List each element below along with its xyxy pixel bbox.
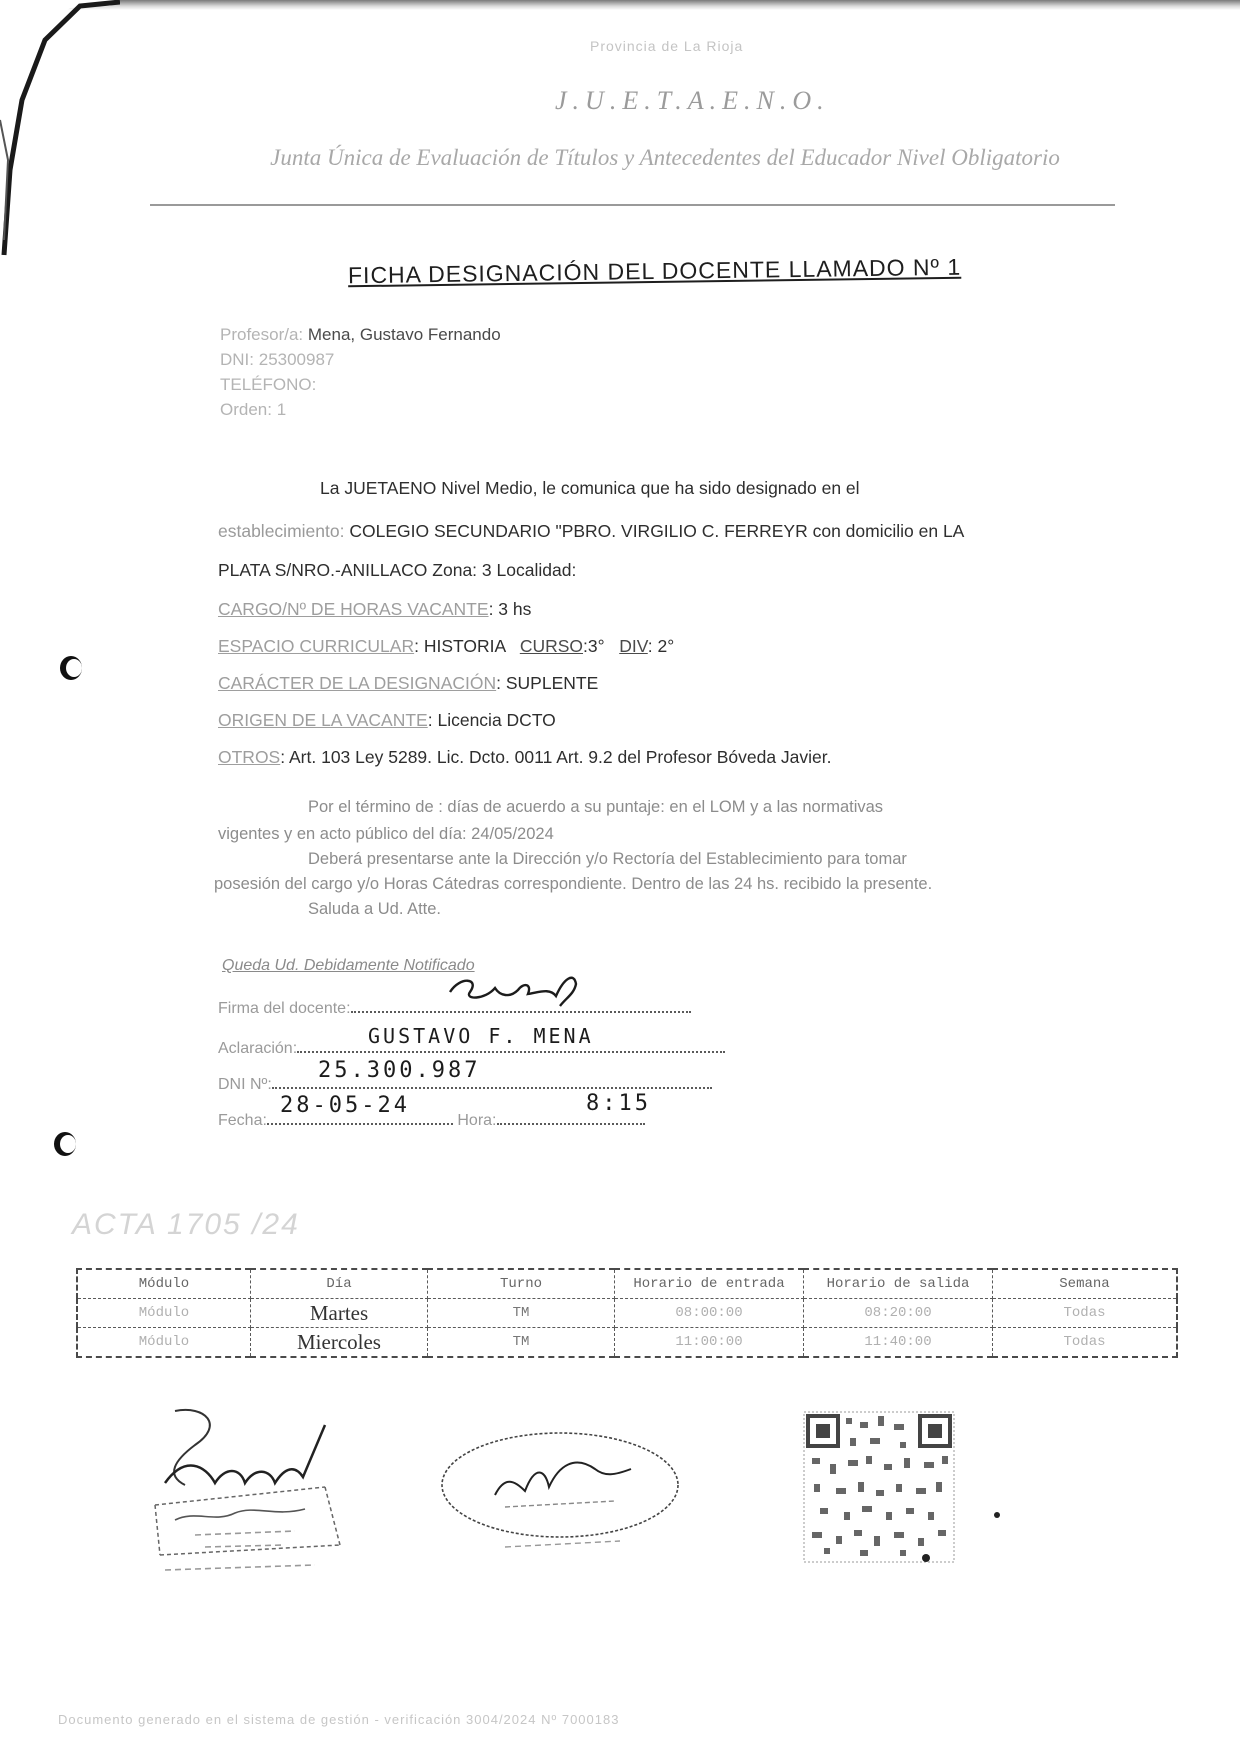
establecimiento-value-cont: LA bbox=[942, 521, 965, 541]
terms-line-3: Deberá presentarse ante la Dirección y/o Rectoría del Establecimiento para tomar bbox=[308, 850, 907, 868]
origen-row: ORIGEN DE LA VACANTE: Licencia DCTO bbox=[218, 710, 556, 730]
establecimiento-row bbox=[218, 521, 964, 542]
header-divider bbox=[150, 204, 1115, 206]
espacio-label: ESPACIO CURRICULAR bbox=[218, 636, 415, 656]
docente-dni-value: 25300987 bbox=[258, 350, 335, 369]
docente-name-value: Mena, Gustavo Fernando bbox=[307, 325, 501, 344]
otros-label: OTROS bbox=[218, 747, 281, 767]
cargo-label: CARGO/Nº DE HORAS VACANTE bbox=[218, 599, 489, 619]
zona-label: Zona: bbox=[432, 560, 478, 580]
docente-orden-label: Orden: bbox=[220, 400, 272, 419]
docente-tel-label: TELÉFONO: bbox=[220, 375, 317, 394]
curso-value: 3° bbox=[587, 636, 605, 656]
hora-label: Hora: bbox=[457, 1112, 497, 1129]
acta-number: ACTA 1705 /24 bbox=[72, 1208, 300, 1241]
docente-orden-row bbox=[220, 400, 286, 420]
terms-line-1: Por el término de : días de acuerdo a su puntaje: en el LOM y a las normativas bbox=[308, 798, 884, 816]
establecimiento-value: COLEGIO SECUNDARIO "PBRO. VIRGILIO C. FERREYR con domicilio en bbox=[349, 521, 939, 541]
origen-label: ORIGEN DE LA VACANTE bbox=[218, 710, 428, 730]
caracter-value: SUPLENTE bbox=[505, 673, 599, 693]
scan-dot bbox=[994, 1512, 1000, 1518]
espacio-value: HISTORIA bbox=[423, 636, 506, 656]
cell-modulo: Módulo bbox=[77, 1328, 251, 1358]
header-top-text: Provincia de La Rioja bbox=[590, 38, 744, 54]
otros-row: OTROS: Art. 103 Ley 5289. Lic. Dcto. 0011 Art. 9.2 del Profesor Bóveda Javier. bbox=[218, 747, 832, 767]
intro-line: La JUETAENO Nivel Medio, le comunica que ha sido designado en el bbox=[320, 478, 860, 498]
terms-line-4: posesión del cargo y/o Horas Cátedras correspondiente. Dentro de las 24 hs. recibido la presente. bbox=[214, 875, 933, 893]
table-row bbox=[77, 1299, 1177, 1328]
cell-semana: Todas bbox=[993, 1328, 1178, 1358]
aclaracion-label: Aclaración: bbox=[218, 1040, 298, 1057]
org-acronym: J.U.E.T.A.E.N.O. bbox=[555, 86, 830, 115]
cell-horario-salida: 11:40:00 bbox=[804, 1328, 993, 1358]
cell-horario-entrada: 11:00:00 bbox=[615, 1328, 804, 1358]
footer-verification: Documento generado en el sistema de gestión - verificación 3004/2024 Nº 7000183 bbox=[58, 1712, 620, 1727]
punch-hole-upper bbox=[60, 656, 82, 680]
dni-value: 25.300.987 bbox=[318, 1058, 481, 1083]
hora-value: 8:15 bbox=[586, 1091, 651, 1116]
document-title: FICHA DESIGNACIÓN DEL DOCENTE LLAMADO Nº 1 bbox=[347, 253, 962, 289]
cell-turno: TM bbox=[428, 1328, 615, 1358]
domicilio-row bbox=[218, 560, 576, 581]
fecha-label: Fecha: bbox=[218, 1112, 267, 1129]
cell-horario-entrada: 08:00:00 bbox=[615, 1299, 804, 1328]
scan-edge-top bbox=[0, 0, 1240, 10]
docente-dni-row bbox=[220, 350, 334, 370]
schedule-table bbox=[76, 1268, 1178, 1358]
curso-label: CURSO bbox=[519, 636, 584, 656]
cell-horario-salida: 08:20:00 bbox=[804, 1299, 993, 1328]
docente-dni-label: DNI: bbox=[220, 350, 254, 369]
domicilio-value: PLATA S/NRO.-ANILLACO bbox=[218, 560, 428, 580]
cell-semana: Todas bbox=[993, 1299, 1178, 1328]
caracter-label: CARÁCTER DE LA DESIGNACIÓN bbox=[218, 673, 497, 693]
zona-value: 3 bbox=[481, 560, 492, 580]
col-turno: Turno bbox=[428, 1269, 615, 1299]
col-semana: Semana bbox=[993, 1269, 1178, 1299]
aclaracion-value: GUSTAVO F. MENA bbox=[368, 1024, 594, 1048]
terms-line-2: vigentes y en acto público del día: 24/05/2024 bbox=[218, 825, 554, 843]
cargo-row: CARGO/Nº DE HORAS VACANTE: 3 hs bbox=[218, 599, 532, 619]
espacio-row: ESPACIO CURRICULAR: HISTORIA CURSO:3° DIV: 2° bbox=[218, 636, 675, 656]
org-name: Junta Única de Evaluación de Títulos y Antecedentes del Educador Nivel Obligatorio bbox=[270, 145, 1060, 170]
establecimiento-label: establecimiento: bbox=[218, 521, 345, 541]
dni-label: DNI Nº: bbox=[218, 1076, 272, 1093]
qr-code bbox=[800, 1408, 960, 1568]
docente-tel-row bbox=[220, 375, 316, 395]
firma-label: Firma del docente: bbox=[218, 1000, 351, 1017]
schedule-header-row bbox=[77, 1269, 1177, 1299]
cell-modulo: Módulo bbox=[77, 1299, 251, 1328]
terms-line-5: Saluda a Ud. Atte. bbox=[308, 900, 442, 918]
otros-value: Art. 103 Ley 5289. Lic. Dcto. 0011 Art. 9.2 del Profesor Bóveda Javier. bbox=[289, 747, 832, 767]
cell-dia: Miercoles bbox=[251, 1328, 428, 1358]
cell-dia: Martes bbox=[251, 1299, 428, 1328]
notification-header: Queda Ud. Debidamente Notificado bbox=[222, 957, 475, 974]
docente-name-label: Profesor/a: bbox=[220, 325, 304, 344]
official-seal-signature bbox=[435, 1425, 685, 1560]
fecha-value: 28-05-24 bbox=[280, 1093, 410, 1118]
col-modulo: Módulo bbox=[77, 1269, 251, 1299]
cargo-value: 3 hs bbox=[498, 599, 532, 619]
docente-orden-value: 1 bbox=[276, 400, 287, 419]
scan-edge-left bbox=[0, 0, 120, 260]
table-row bbox=[77, 1328, 1177, 1358]
localidad-label: Localidad: bbox=[496, 560, 577, 580]
origen-value: Licencia DCTO bbox=[437, 710, 556, 730]
col-horario-entrada: Horario de entrada bbox=[615, 1269, 804, 1299]
caracter-row: CARÁCTER DE LA DESIGNACIÓN: SUPLENTE bbox=[218, 673, 599, 693]
docente-signature bbox=[440, 970, 620, 1010]
cell-turno: TM bbox=[428, 1299, 615, 1328]
div-value: 2° bbox=[657, 636, 675, 656]
punch-hole-lower bbox=[54, 1132, 76, 1156]
docente-name-row bbox=[220, 325, 501, 345]
col-horario-salida: Horario de salida bbox=[804, 1269, 993, 1299]
director-signature-stamp bbox=[145, 1405, 365, 1585]
div-label: DIV bbox=[619, 636, 648, 656]
col-dia: Día bbox=[251, 1269, 428, 1299]
